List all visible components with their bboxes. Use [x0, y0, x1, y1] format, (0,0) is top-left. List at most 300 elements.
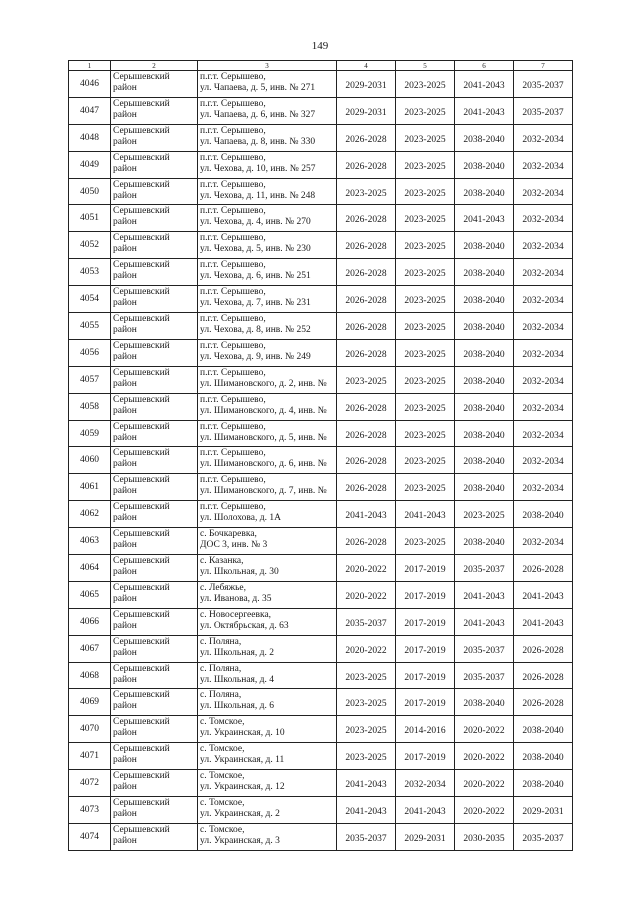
district-cell: [111, 555, 198, 582]
table-row: [69, 474, 573, 501]
period-cell-p5: 2023-2025: [396, 259, 455, 286]
address-line: с. Томское,: [200, 824, 245, 835]
district-line: район: [113, 351, 137, 362]
period-cell-p7: 2032-2034: [514, 339, 573, 366]
address-cell: [198, 178, 337, 205]
address-cell: [198, 689, 337, 716]
period-cell-p4: 2026-2028: [337, 232, 396, 259]
table-body: [69, 71, 573, 851]
row-number-cell: 4068: [69, 662, 111, 689]
period-cell-p5: 2017-2019: [396, 608, 455, 635]
address-line: ул. Шимановского, д. 7, инв. №: [200, 486, 327, 497]
period-cell-p5: 2017-2019: [396, 635, 455, 662]
address-line: с. Бочкаревка,: [200, 529, 257, 540]
address-line: с. Томское,: [200, 717, 245, 728]
district-cell: [111, 770, 198, 797]
address-cell: [198, 420, 337, 447]
period-cell-p6: 2038-2040: [455, 124, 514, 151]
address-line: п.г.т. Серышево,: [200, 502, 266, 513]
district-cell: [111, 689, 198, 716]
address-line: п.г.т. Серышево,: [200, 179, 266, 190]
row-number-cell: 4046: [69, 71, 111, 98]
district-line: Серышевский: [113, 152, 170, 163]
period-cell-p6: 2038-2040: [455, 393, 514, 420]
period-cell-p4: 2026-2028: [337, 151, 396, 178]
address-line: ул. Украинская, д. 10: [200, 728, 285, 739]
period-cell-p7: 2032-2034: [514, 151, 573, 178]
period-cell-p5: 2023-2025: [396, 205, 455, 232]
period-cell-p7: 2032-2034: [514, 178, 573, 205]
table-row: [69, 232, 573, 259]
district-line: Серышевский: [113, 609, 170, 620]
address-line: п.г.т. Серышево,: [200, 98, 266, 109]
district-line: Серышевский: [113, 98, 170, 109]
period-cell-p4: 2026-2028: [337, 393, 396, 420]
address-line: ул. Школьная, д. 2: [200, 647, 274, 658]
period-cell-p6: 2041-2043: [455, 608, 514, 635]
period-cell-p7: 2029-2031: [514, 797, 573, 824]
district-line: район: [113, 755, 137, 766]
table-row: [69, 608, 573, 635]
district-line: район: [113, 217, 137, 228]
district-cell: [111, 743, 198, 770]
period-cell-p6: 2038-2040: [455, 366, 514, 393]
address-line: п.г.т. Серышево,: [200, 152, 266, 163]
address-line: ул. Чапаева, д. 8, инв. № 330: [200, 136, 316, 147]
period-cell-p6: 2041-2043: [455, 71, 514, 98]
row-number-cell: 4049: [69, 151, 111, 178]
district-cell: [111, 151, 198, 178]
district-cell: [111, 716, 198, 743]
period-cell-p7: 2038-2040: [514, 743, 573, 770]
period-cell-p6: 2038-2040: [455, 474, 514, 501]
table-row: [69, 124, 573, 151]
period-cell-p5: 2032-2034: [396, 770, 455, 797]
period-cell-p4: 2026-2028: [337, 474, 396, 501]
address-line: с. Новосергеевка,: [200, 609, 272, 620]
address-line: ул. Чехова, д. 11, инв. № 248: [200, 190, 316, 201]
district-cell: [111, 581, 198, 608]
period-cell-p4: 2023-2025: [337, 743, 396, 770]
period-cell-p4: 2026-2028: [337, 528, 396, 555]
period-cell-p5: 2023-2025: [396, 286, 455, 313]
address-cell: [198, 313, 337, 340]
district-cell: [111, 97, 198, 124]
address-cell: [198, 447, 337, 474]
address-cell: [198, 770, 337, 797]
building-repair-schedule-table: [68, 60, 573, 851]
district-line: район: [113, 567, 137, 578]
address-line: п.г.т. Серышево,: [200, 421, 266, 432]
table-row: [69, 662, 573, 689]
period-cell-p7: 2041-2043: [514, 581, 573, 608]
address-line: п.г.т. Серышево,: [200, 394, 266, 405]
district-line: Серышевский: [113, 744, 170, 755]
period-cell-p7: 2032-2034: [514, 124, 573, 151]
address-cell: [198, 151, 337, 178]
table-row: [69, 823, 573, 850]
district-line: Серышевский: [113, 394, 170, 405]
address-cell: [198, 124, 337, 151]
district-cell: [111, 501, 198, 528]
district-line: район: [113, 593, 137, 604]
address-cell: [198, 797, 337, 824]
period-cell-p5: 2014-2016: [396, 716, 455, 743]
table-row: [69, 366, 573, 393]
row-number-cell: 4055: [69, 313, 111, 340]
district-line: Серышевский: [113, 367, 170, 378]
period-cell-p5: 2023-2025: [396, 313, 455, 340]
table-row: [69, 339, 573, 366]
district-line: район: [113, 809, 137, 820]
district-line: район: [113, 486, 137, 497]
table-row: [69, 555, 573, 582]
period-cell-p6: 2038-2040: [455, 528, 514, 555]
district-cell: [111, 823, 198, 850]
period-cell-p7: 2038-2040: [514, 501, 573, 528]
address-cell: [198, 259, 337, 286]
period-cell-p7: 2032-2034: [514, 286, 573, 313]
period-cell-p4: 2029-2031: [337, 71, 396, 98]
address-line: п.г.т. Серышево,: [200, 233, 266, 244]
address-line: ул. Шимановского, д. 4, инв. №: [200, 405, 327, 416]
district-line: район: [113, 728, 137, 739]
period-cell-p4: 2020-2022: [337, 635, 396, 662]
column-header: 1: [69, 61, 111, 71]
period-cell-p6: 2038-2040: [455, 259, 514, 286]
period-cell-p5: 2041-2043: [396, 797, 455, 824]
row-number-cell: 4064: [69, 555, 111, 582]
district-line: район: [113, 647, 137, 658]
address-cell: [198, 71, 337, 98]
address-line: п.г.т. Серышево,: [200, 125, 266, 136]
address-line: ул. Шимановского, д. 2, инв. №: [200, 378, 327, 389]
period-cell-p4: 2041-2043: [337, 501, 396, 528]
period-cell-p6: 2041-2043: [455, 205, 514, 232]
period-cell-p7: 2032-2034: [514, 232, 573, 259]
address-line: ул. Шимановского, д. 6, инв. №: [200, 459, 327, 470]
period-cell-p4: 2026-2028: [337, 313, 396, 340]
period-cell-p4: 2023-2025: [337, 689, 396, 716]
period-cell-p5: 2023-2025: [396, 393, 455, 420]
period-cell-p7: 2041-2043: [514, 608, 573, 635]
address-line: п.г.т. Серышево,: [200, 367, 266, 378]
district-line: район: [113, 298, 137, 309]
district-line: Серышевский: [113, 314, 170, 325]
period-cell-p4: 2023-2025: [337, 716, 396, 743]
address-line: ул. Шимановского, д. 5, инв. №: [200, 432, 327, 443]
table-row: [69, 528, 573, 555]
district-cell: [111, 635, 198, 662]
row-number-cell: 4058: [69, 393, 111, 420]
address-line: ул. Шолохова, д. 1А: [200, 513, 281, 524]
address-line: ул. Чехова, д. 8, инв. № 252: [200, 325, 311, 336]
period-cell-p6: 2038-2040: [455, 286, 514, 313]
column-header: 6: [455, 61, 514, 71]
district-line: район: [113, 513, 137, 524]
row-number-cell: 4066: [69, 608, 111, 635]
district-line: Серышевский: [113, 636, 170, 647]
period-cell-p6: 2035-2037: [455, 555, 514, 582]
table-row: [69, 447, 573, 474]
table-row: [69, 689, 573, 716]
district-cell: [111, 393, 198, 420]
district-line: район: [113, 432, 137, 443]
district-line: район: [113, 701, 137, 712]
address-line: ул. Школьная, д. 6: [200, 701, 274, 712]
district-line: Серышевский: [113, 582, 170, 593]
row-number-cell: 4060: [69, 447, 111, 474]
table-row: [69, 286, 573, 313]
row-number-cell: 4056: [69, 339, 111, 366]
district-line: Серышевский: [113, 690, 170, 701]
period-cell-p5: 2023-2025: [396, 474, 455, 501]
period-cell-p7: 2032-2034: [514, 474, 573, 501]
period-cell-p6: 2038-2040: [455, 232, 514, 259]
district-cell: [111, 420, 198, 447]
district-line: Серышевский: [113, 233, 170, 244]
address-line: п.г.т. Серышево,: [200, 287, 266, 298]
district-cell: [111, 366, 198, 393]
district-cell: [111, 178, 198, 205]
address-line: ул. Чехова, д. 7, инв. № 231: [200, 298, 311, 309]
district-line: Серышевский: [113, 340, 170, 351]
period-cell-p5: 2023-2025: [396, 232, 455, 259]
district-cell: [111, 205, 198, 232]
period-cell-p4: 2026-2028: [337, 420, 396, 447]
period-cell-p4: 2041-2043: [337, 770, 396, 797]
row-number-cell: 4059: [69, 420, 111, 447]
period-cell-p5: 2023-2025: [396, 71, 455, 98]
period-cell-p4: 2026-2028: [337, 447, 396, 474]
district-line: Серышевский: [113, 179, 170, 190]
address-cell: [198, 528, 337, 555]
period-cell-p6: 2020-2022: [455, 797, 514, 824]
period-cell-p6: 2020-2022: [455, 716, 514, 743]
period-cell-p6: 2020-2022: [455, 743, 514, 770]
row-number-cell: 4070: [69, 716, 111, 743]
table-row: [69, 581, 573, 608]
address-line: ул. Школьная, д. 4: [200, 674, 274, 685]
address-line: с. Томское,: [200, 771, 245, 782]
table-row: [69, 151, 573, 178]
address-line: ул. Чехова, д. 9, инв. № 249: [200, 351, 311, 362]
period-cell-p6: 2035-2037: [455, 635, 514, 662]
table-row: [69, 178, 573, 205]
period-cell-p6: 2038-2040: [455, 339, 514, 366]
address-cell: [198, 286, 337, 313]
table-row: [69, 259, 573, 286]
table-row: [69, 313, 573, 340]
address-line: ул. Украинская, д. 12: [200, 782, 285, 793]
period-cell-p7: 2032-2034: [514, 313, 573, 340]
district-line: район: [113, 674, 137, 685]
period-cell-p7: 2026-2028: [514, 635, 573, 662]
period-cell-p4: 2035-2037: [337, 608, 396, 635]
district-line: район: [113, 620, 137, 631]
address-line: ул. Чехова, д. 6, инв. № 251: [200, 271, 311, 282]
row-number-cell: 4053: [69, 259, 111, 286]
period-cell-p7: 2026-2028: [514, 689, 573, 716]
row-number-cell: 4072: [69, 770, 111, 797]
table-row: [69, 205, 573, 232]
address-cell: [198, 635, 337, 662]
district-line: Серышевский: [113, 475, 170, 486]
address-line: ул. Иванова, д. 35: [200, 593, 272, 604]
period-cell-p7: 2032-2034: [514, 528, 573, 555]
period-cell-p5: 2017-2019: [396, 581, 455, 608]
period-cell-p7: 2038-2040: [514, 770, 573, 797]
row-number-cell: 4054: [69, 286, 111, 313]
period-cell-p4: 2026-2028: [337, 339, 396, 366]
row-number-cell: 4051: [69, 205, 111, 232]
district-line: район: [113, 109, 137, 120]
row-number-cell: 4073: [69, 797, 111, 824]
period-cell-p4: 2035-2037: [337, 823, 396, 850]
district-line: Серышевский: [113, 287, 170, 298]
address-line: п.г.т. Серышево,: [200, 314, 266, 325]
address-cell: [198, 501, 337, 528]
row-number-cell: 4052: [69, 232, 111, 259]
period-cell-p4: 2026-2028: [337, 205, 396, 232]
district-line: Серышевский: [113, 448, 170, 459]
row-number-cell: 4062: [69, 501, 111, 528]
district-line: Серышевский: [113, 771, 170, 782]
period-cell-p5: 2023-2025: [396, 97, 455, 124]
address-line: с. Томское,: [200, 798, 245, 809]
period-cell-p5: 2017-2019: [396, 689, 455, 716]
district-line: район: [113, 190, 137, 201]
district-line: район: [113, 405, 137, 416]
table-row: [69, 635, 573, 662]
district-line: район: [113, 540, 137, 551]
district-line: район: [113, 136, 137, 147]
period-cell-p5: 2017-2019: [396, 662, 455, 689]
column-number-row: [69, 61, 573, 71]
column-header: 4: [337, 61, 396, 71]
period-cell-p7: 2038-2040: [514, 716, 573, 743]
column-header: 7: [514, 61, 573, 71]
district-cell: [111, 259, 198, 286]
table-row: [69, 770, 573, 797]
district-line: район: [113, 459, 137, 470]
district-cell: [111, 662, 198, 689]
period-cell-p7: 2032-2034: [514, 259, 573, 286]
district-line: Серышевский: [113, 556, 170, 567]
row-number-cell: 4050: [69, 178, 111, 205]
address-line: с. Томское,: [200, 744, 245, 755]
district-line: Серышевский: [113, 717, 170, 728]
period-cell-p7: 2032-2034: [514, 366, 573, 393]
address-line: ул. Чехова, д. 5, инв. № 230: [200, 244, 311, 255]
row-number-cell: 4065: [69, 581, 111, 608]
column-header: 2: [111, 61, 198, 71]
period-cell-p7: 2032-2034: [514, 205, 573, 232]
period-cell-p6: 2038-2040: [455, 447, 514, 474]
row-number-cell: 4048: [69, 124, 111, 151]
table-row: [69, 393, 573, 420]
period-cell-p5: 2041-2043: [396, 501, 455, 528]
address-line: ул. Чехова, д. 4, инв. № 270: [200, 217, 311, 228]
district-line: Серышевский: [113, 125, 170, 136]
address-cell: [198, 608, 337, 635]
address-line: ул. Октябрьская, д. 63: [200, 620, 289, 631]
period-cell-p6: 2023-2025: [455, 501, 514, 528]
district-line: Серышевский: [113, 663, 170, 674]
table-row: [69, 797, 573, 824]
address-line: с. Казанка,: [200, 556, 244, 567]
district-cell: [111, 339, 198, 366]
address-line: п.г.т. Серышево,: [200, 340, 266, 351]
period-cell-p7: 2035-2037: [514, 823, 573, 850]
period-cell-p4: 2026-2028: [337, 286, 396, 313]
district-line: Серышевский: [113, 72, 170, 82]
period-cell-p7: 2032-2034: [514, 393, 573, 420]
address-cell: [198, 366, 337, 393]
address-line: с. Поляна,: [200, 690, 242, 701]
period-cell-p5: 2023-2025: [396, 528, 455, 555]
address-cell: [198, 555, 337, 582]
table-row: [69, 716, 573, 743]
period-cell-p6: 2041-2043: [455, 97, 514, 124]
district-line: Серышевский: [113, 824, 170, 835]
district-line: район: [113, 835, 137, 846]
row-number-cell: 4057: [69, 366, 111, 393]
address-cell: [198, 393, 337, 420]
period-cell-p4: 2026-2028: [337, 124, 396, 151]
district-cell: [111, 797, 198, 824]
period-cell-p6: 2035-2037: [455, 662, 514, 689]
address-line: с. Лебяжье,: [200, 582, 247, 593]
address-cell: [198, 474, 337, 501]
address-line: ул. Украинская, д. 11: [200, 755, 285, 766]
address-cell: [198, 97, 337, 124]
period-cell-p5: 2023-2025: [396, 420, 455, 447]
period-cell-p5: 2023-2025: [396, 366, 455, 393]
district-line: Серышевский: [113, 798, 170, 809]
period-cell-p6: 2038-2040: [455, 420, 514, 447]
period-cell-p7: 2026-2028: [514, 555, 573, 582]
period-cell-p5: 2023-2025: [396, 447, 455, 474]
period-cell-p4: 2020-2022: [337, 581, 396, 608]
address-cell: [198, 232, 337, 259]
district-line: район: [113, 163, 137, 174]
period-cell-p5: 2023-2025: [396, 151, 455, 178]
period-cell-p6: 2030-2035: [455, 823, 514, 850]
district-cell: [111, 286, 198, 313]
period-cell-p5: 2017-2019: [396, 743, 455, 770]
district-line: Серышевский: [113, 421, 170, 432]
period-cell-p4: 2041-2043: [337, 797, 396, 824]
address-cell: [198, 716, 337, 743]
district-line: Серышевский: [113, 529, 170, 540]
period-cell-p7: 2032-2034: [514, 447, 573, 474]
row-number-cell: 4063: [69, 528, 111, 555]
address-line: ул. Украинская, д. 3: [200, 835, 280, 846]
district-line: Серышевский: [113, 502, 170, 513]
period-cell-p7: 2035-2037: [514, 97, 573, 124]
address-line: п.г.т. Серышево,: [200, 206, 266, 217]
period-cell-p4: 2026-2028: [337, 259, 396, 286]
row-number-cell: 4071: [69, 743, 111, 770]
period-cell-p7: 2032-2034: [514, 420, 573, 447]
period-cell-p7: 2035-2037: [514, 71, 573, 98]
row-number-cell: 4074: [69, 823, 111, 850]
district-line: район: [113, 83, 137, 93]
table-row: [69, 743, 573, 770]
address-line: ул. Школьная, д. 30: [200, 567, 279, 578]
district-line: район: [113, 378, 137, 389]
